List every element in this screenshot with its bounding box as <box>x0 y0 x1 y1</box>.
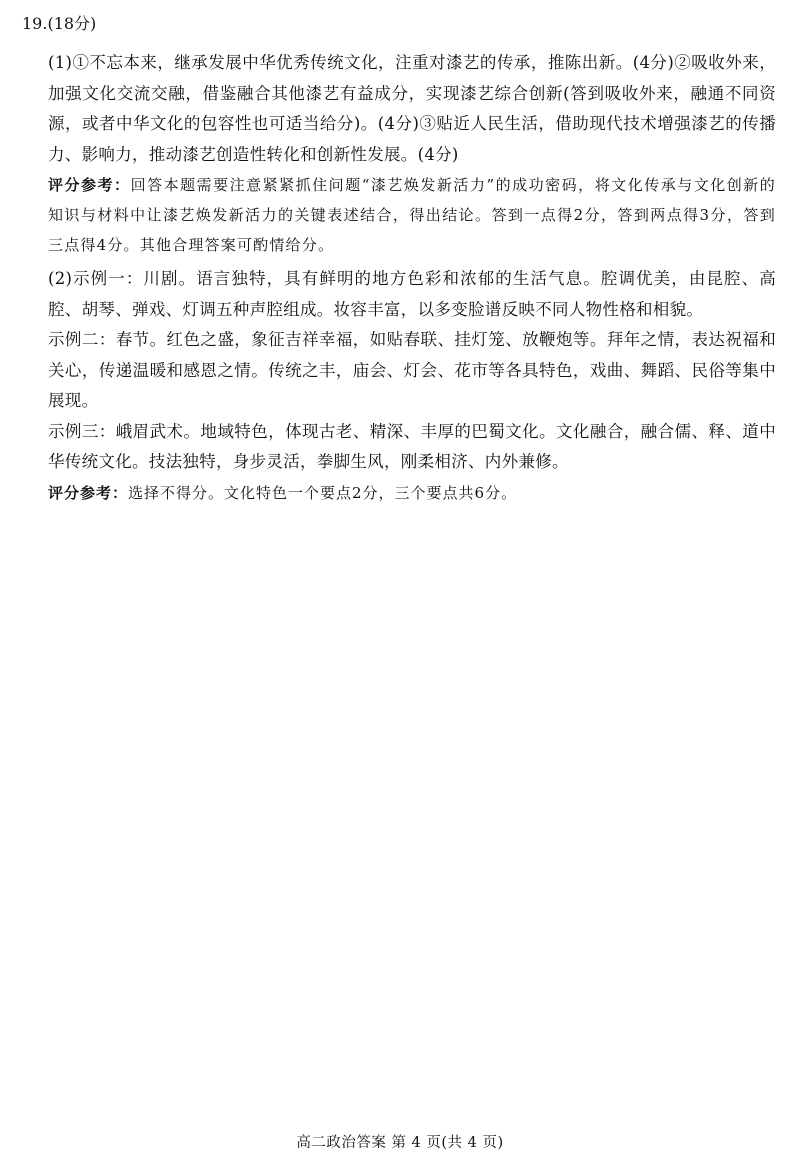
question-header <box>22 12 96 36</box>
part2-scoring-text: 选择不得分。文化特色一个要点2分，三个要点共6分。 <box>128 483 518 502</box>
part2-example-1: (2)示例一：川剧。语言独特，具有鲜明的地方色彩和浓郁的生活气息。腔调优美，由昆腔、高腔、胡琴、弹戏、灯调五种声腔组成。妆容丰富，以多变脸谱反映不同人物性格和相貌。 <box>48 269 776 319</box>
part1-scoring-text: 回答本题需要注意紧紧抓住问题“漆艺焕发新活力”的成功密码，将文化传承与文化创新的知识与材料中让漆艺焕发新活力的关键表述结合，得出结论。答到一点得2分，答到两点得3分，答到三点得4分。其他合理答案可酌情给分。 <box>48 176 776 254</box>
part2-example-3: 示例三：峨眉武术。地域特色，体现古老、精深、丰厚的巴蜀文化。文化融合，融合儒、释、道中华传统文化。技法独特，身步灵活，拳脚生风，刚柔相济、内外兼修。 <box>48 421 776 471</box>
part1-scoring-reference <box>48 170 776 260</box>
part2-scoring-label: 评分参考： <box>48 483 129 502</box>
part2-example-2: 示例二：春节。红色之盛，象征吉祥幸福，如贴春联、挂灯笼、放鞭炮等。拜年之情，表达祝福和关心，传递温暖和感恩之情。传统之丰，庙会、灯会、花市等各具特色，戏曲、舞蹈、民俗等集中展现。 <box>48 330 776 410</box>
answer-content <box>48 48 776 508</box>
part1-answer: (1)①不忘本来，继承发展中华优秀传统文化，注重对漆艺的传承，推陈出新。(4分)②吸收外来，加强文化交流交融，借鉴融合其他漆艺有益成分，实现漆艺综合创新(答到吸收外来，融通不同资源，或者中华文化的包容性也可适当给分)。(4分)③贴近人民生活，借助现代技术增强漆艺的传播力、影响力，推动漆艺创造性转化和创新性发展。(4分) <box>48 53 776 164</box>
question-score: (18分) <box>47 14 97 33</box>
part2-scoring-reference <box>48 478 776 508</box>
page-footer: 高二政治答案 第 4 页(共 4 页) <box>296 1135 504 1151</box>
question-number: 19. <box>22 14 48 33</box>
part1-scoring-label: 评分参考： <box>48 176 131 194</box>
